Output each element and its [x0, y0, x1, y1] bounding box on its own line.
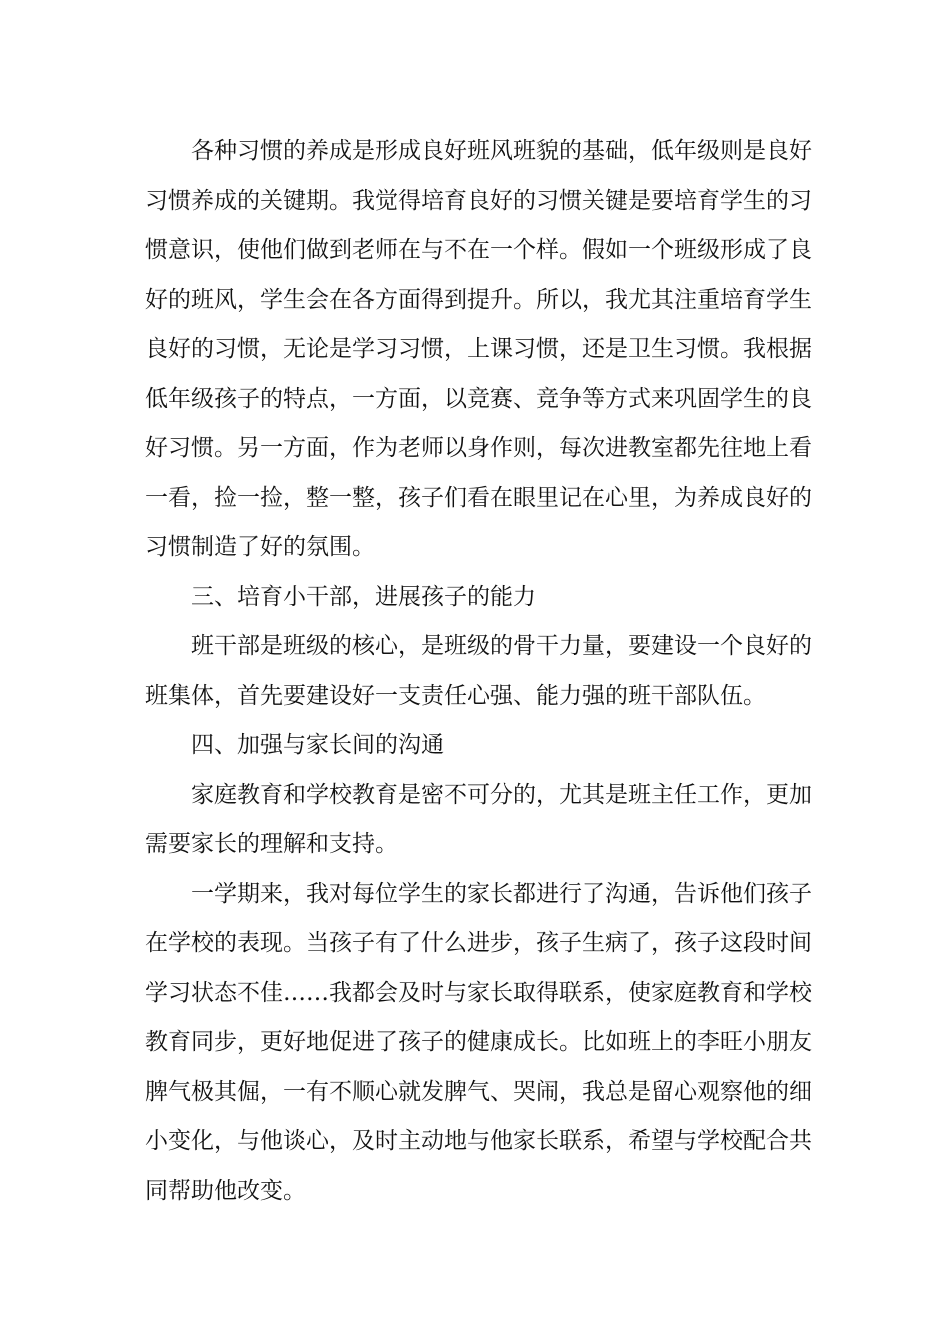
text-line: 需要家长的理解和支持。 — [145, 831, 398, 857]
text-line: 学习状态不佳……我都会及时与家长取得联系，使家庭教育和学校 — [145, 979, 812, 1006]
text-line: 班干部是班级的核心，是班级的骨干力量，要建设一个良好的 — [191, 633, 812, 659]
section-heading-four — [145, 721, 810, 771]
text-line: 低年级孩子的特点，一方面，以竞赛、竞争等方式来巩固学生的良 — [145, 385, 812, 412]
paragraph-habits — [145, 127, 810, 573]
text-line: 同帮助他改变。 — [145, 1177, 306, 1204]
text-line: 教育同步，更好地促进了孩子的健康成长。比如班上的李旺小朋友 — [145, 1029, 812, 1055]
text-line: 脾气极其倔，一有不顺心就发脾气、哭闹，我总是留心观察他的细 — [145, 1078, 812, 1105]
text-line: 小变化，与他谈心，及时主动地与他家长联系，希望与学校配合共 — [145, 1128, 812, 1154]
text-line: 一看，捡一捡，整一整，孩子们看在眼里记在心里，为养成良好的 — [145, 484, 812, 511]
paragraph-family-education — [145, 771, 810, 870]
text-line: 在学校的表现。当孩子有了什么进步，孩子生病了，孩子这段时间 — [145, 930, 812, 956]
text-line: 良好的习惯，无论是学习习惯，上课习惯，还是卫生习惯。我根据 — [145, 336, 812, 362]
text-line: 好习惯。另一方面，作为老师以身作则，每次进教室都先往地上看 — [145, 435, 812, 461]
text-line: 一学期来，我对每位学生的家长都进行了沟通，告诉他们孩子 — [191, 880, 812, 907]
text-line: 习惯养成的关键期。我觉得培育良好的习惯关键是要培育学生的习 — [145, 187, 812, 214]
heading-text: 三、培育小干部，进展孩子的能力 — [191, 583, 536, 610]
text-line: 家庭教育和学校教育是密不可分的，尤其是班主任工作，更加 — [191, 781, 812, 808]
paragraph-parent-communication — [145, 870, 810, 1217]
text-line: 各种习惯的养成是形成良好班风班貌的基础，低年级则是良好 — [191, 138, 812, 164]
document-body — [145, 127, 810, 1216]
text-line: 惯意识，使他们做到老师在与不在一个样。假如一个班级形成了良 — [145, 237, 812, 263]
text-line: 好的班风，学生会在各方面得到提升。所以，我尤其注重培育学生 — [145, 286, 812, 313]
heading-text: 四、加强与家长间的沟通 — [191, 732, 444, 758]
text-line: 班集体，首先要建设好一支责任心强、能力强的班干部队伍。 — [145, 682, 766, 709]
paragraph-class-cadres — [145, 622, 810, 721]
section-heading-three — [145, 573, 810, 623]
text-line: 习惯制造了好的氛围。 — [145, 534, 375, 560]
